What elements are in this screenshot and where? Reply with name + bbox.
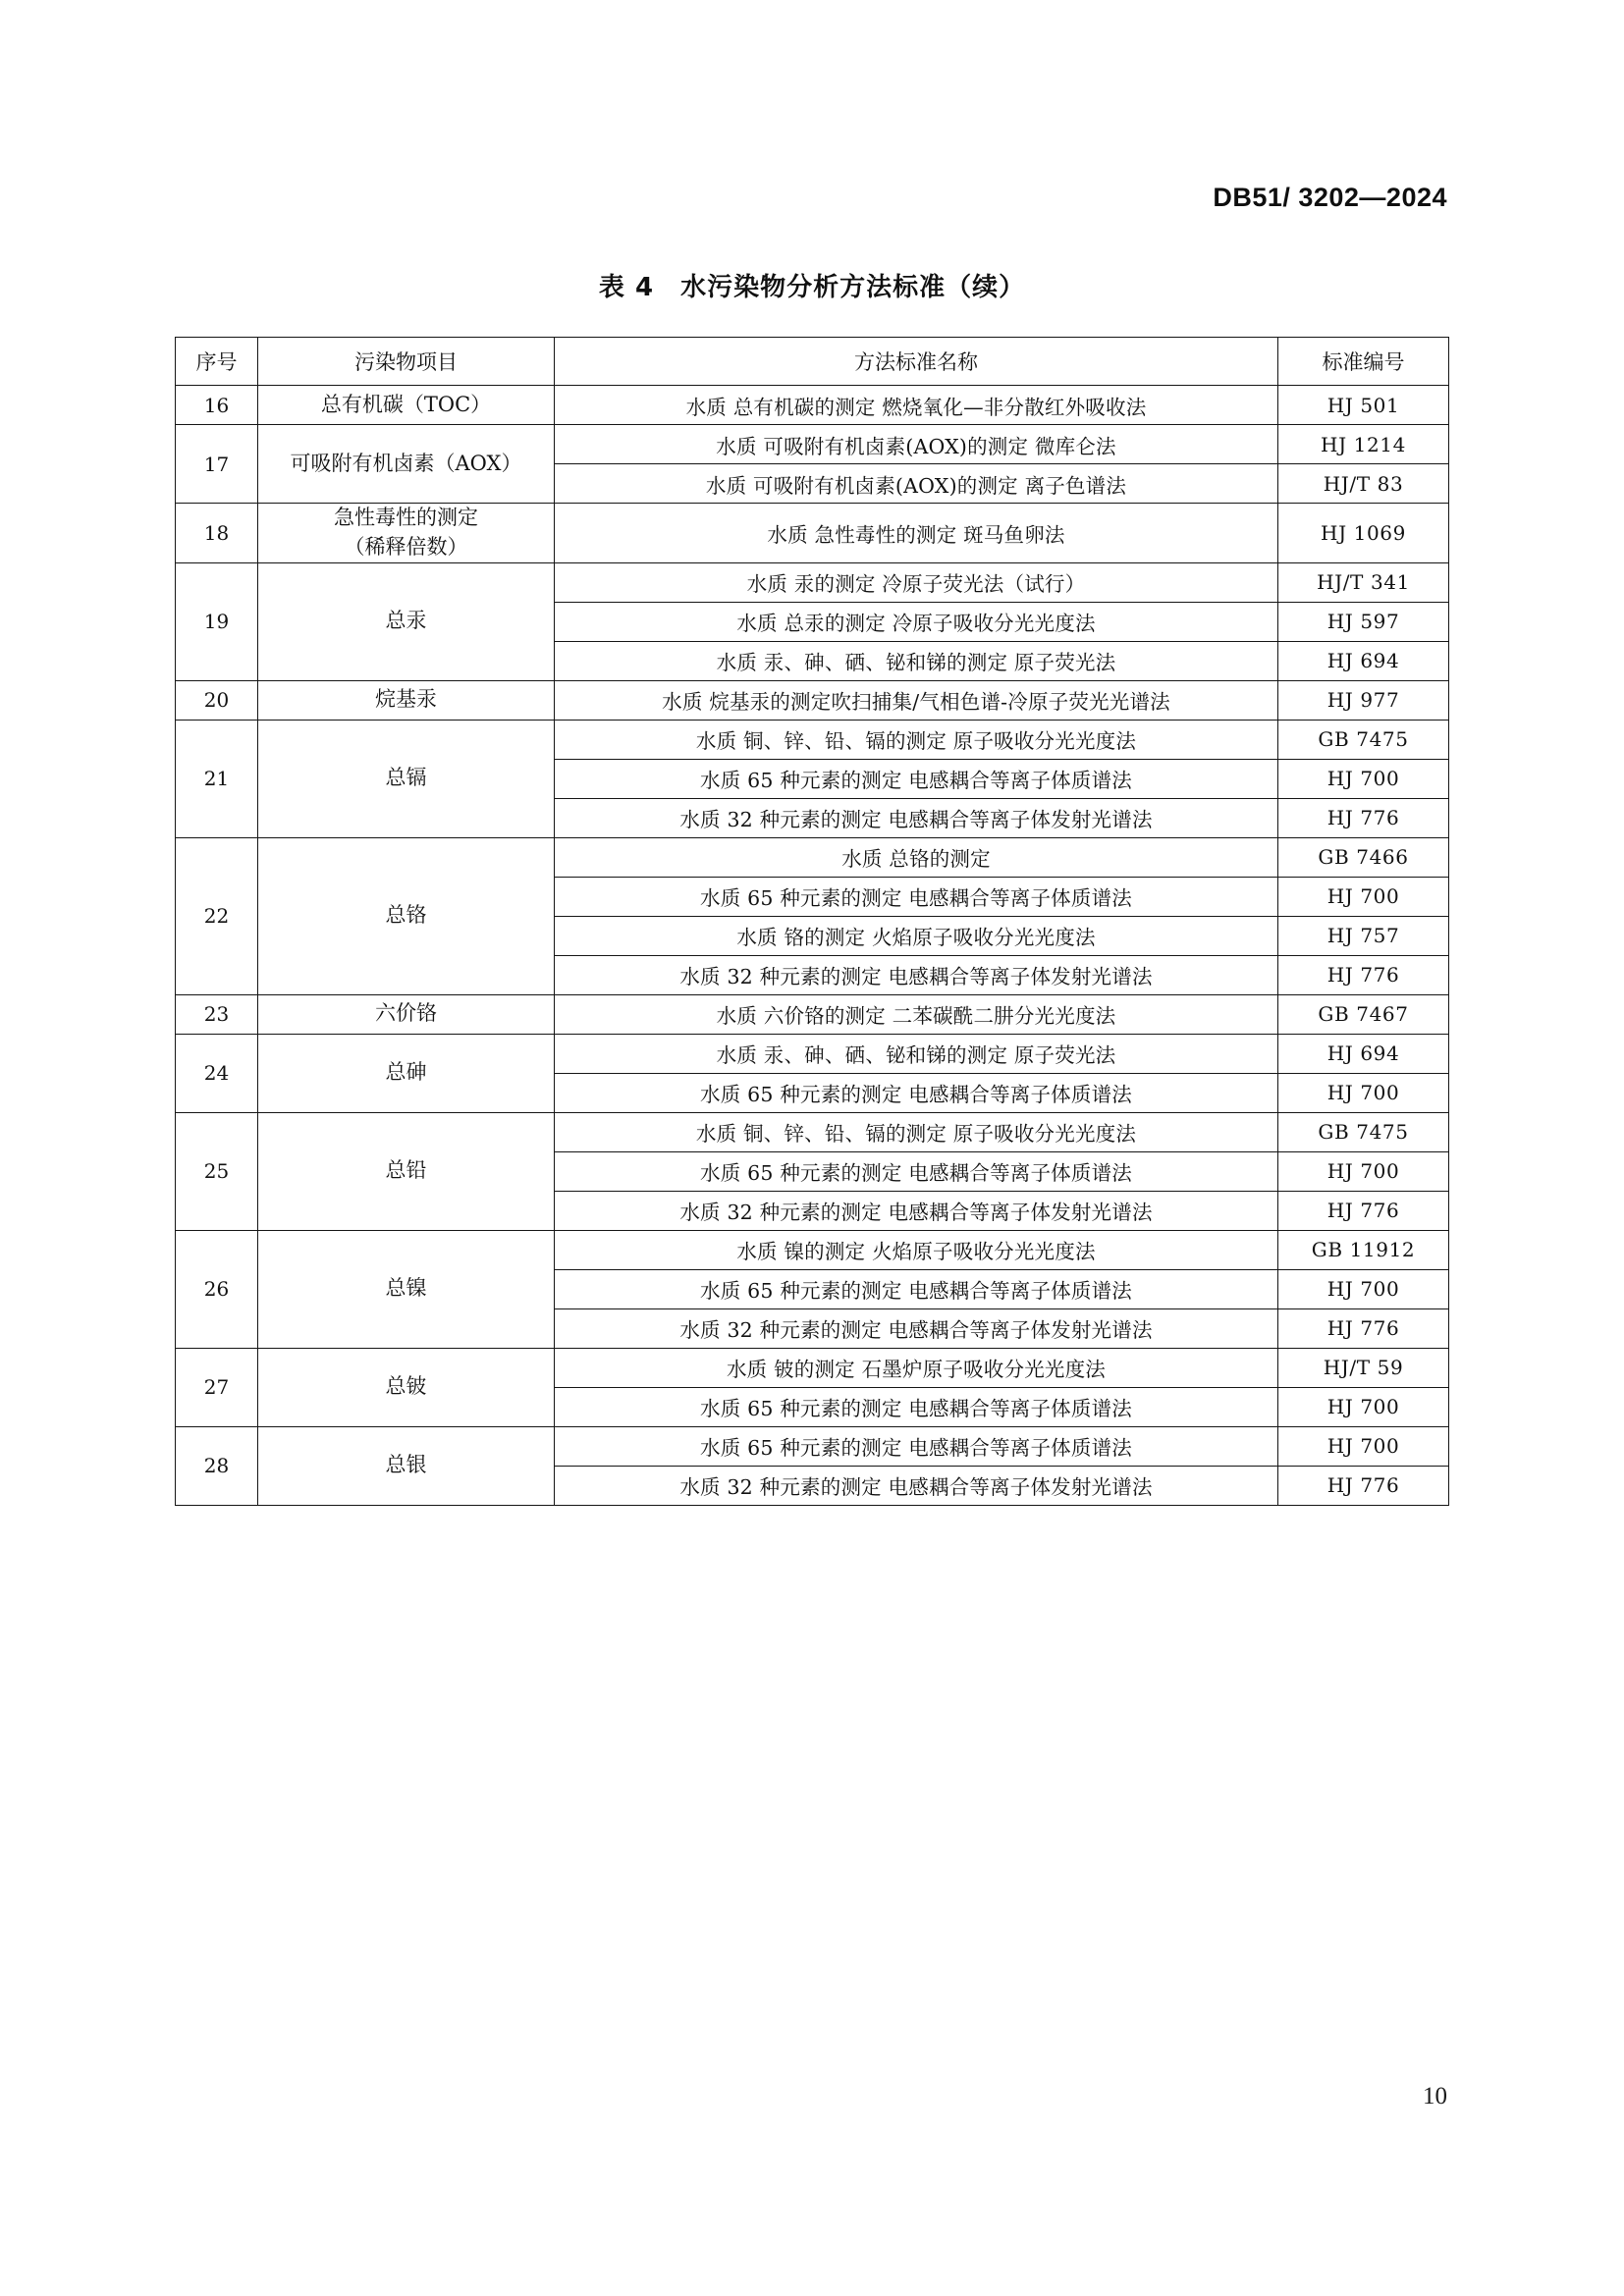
table-header-row (176, 338, 1449, 386)
page-number: 10 (1423, 2083, 1447, 2109)
standard-number: GB 11912 (1278, 1230, 1449, 1269)
standard-number: HJ 700 (1278, 1426, 1449, 1466)
method-standard-name: 水质 可吸附有机卤素(AOX)的测定 微库仑法 (555, 425, 1278, 464)
method-standard-name: 水质 65 种元素的测定 电感耦合等离子体质谱法 (555, 1151, 1278, 1191)
method-standard-name: 水质 65 种元素的测定 电感耦合等离子体质谱法 (555, 1269, 1278, 1308)
standard-number: HJ 700 (1278, 1387, 1449, 1426)
row-no: 18 (176, 504, 258, 563)
table-caption: 表 4 水污染物分析方法标准（续） (598, 273, 1026, 302)
row-no: 17 (176, 425, 258, 504)
row-pollutant-item: 总银 (258, 1426, 555, 1505)
row-no: 23 (176, 994, 258, 1034)
row-pollutant-item: 急性毒性的测定 （稀释倍数） (258, 504, 555, 563)
table-row (176, 1230, 1449, 1269)
method-standard-name: 水质 铬的测定 火焰原子吸收分光光度法 (555, 916, 1278, 955)
standard-number: HJ 776 (1278, 955, 1449, 994)
row-pollutant-item: 可吸附有机卤素（AOX） (258, 425, 555, 504)
table-row (176, 504, 1449, 563)
table-row (176, 1034, 1449, 1073)
table-row (176, 680, 1449, 720)
standard-number: HJ 1069 (1278, 504, 1449, 563)
water-pollutant-analysis-method-table (175, 337, 1449, 1506)
standard-number: HJ 700 (1278, 1073, 1449, 1112)
standard-number: HJ 700 (1278, 759, 1449, 798)
row-pollutant-item: 烷基汞 (258, 680, 555, 720)
standard-number: HJ 700 (1278, 877, 1449, 916)
method-standard-name: 水质 汞、砷、硒、铋和锑的测定 原子荧光法 (555, 641, 1278, 680)
table-row (176, 1348, 1449, 1387)
row-no: 19 (176, 562, 258, 680)
row-pollutant-item: 总有机碳（TOC） (258, 386, 555, 425)
method-standard-name: 水质 32 种元素的测定 电感耦合等离子体发射光谱法 (555, 1191, 1278, 1230)
standard-number: HJ/T 59 (1278, 1348, 1449, 1387)
row-no: 25 (176, 1112, 258, 1230)
method-standard-name: 水质 汞、砷、硒、铋和锑的测定 原子荧光法 (555, 1034, 1278, 1073)
method-standard-name: 水质 65 种元素的测定 电感耦合等离子体质谱法 (555, 759, 1278, 798)
standard-number: GB 7467 (1278, 994, 1449, 1034)
method-standard-name: 水质 65 种元素的测定 电感耦合等离子体质谱法 (555, 1387, 1278, 1426)
row-pollutant-item: 总镍 (258, 1230, 555, 1348)
method-standard-name: 水质 总汞的测定 冷原子吸收分光光度法 (555, 602, 1278, 641)
standard-number: GB 7466 (1278, 837, 1449, 877)
table-row (176, 1112, 1449, 1151)
standard-number: HJ 694 (1278, 641, 1449, 680)
method-standard-name: 水质 65 种元素的测定 电感耦合等离子体质谱法 (555, 877, 1278, 916)
table-row (176, 837, 1449, 877)
method-standard-name: 水质 总铬的测定 (555, 837, 1278, 877)
table-row (176, 425, 1449, 464)
table-row (176, 994, 1449, 1034)
row-pollutant-item: 总砷 (258, 1034, 555, 1112)
standard-number: GB 7475 (1278, 720, 1449, 759)
table-container (175, 337, 1448, 1506)
row-no: 20 (176, 680, 258, 720)
method-standard-name: 水质 32 种元素的测定 电感耦合等离子体发射光谱法 (555, 955, 1278, 994)
method-standard-name: 水质 65 种元素的测定 电感耦合等离子体质谱法 (555, 1426, 1278, 1466)
row-no: 16 (176, 386, 258, 425)
method-standard-name: 水质 镍的测定 火焰原子吸收分光光度法 (555, 1230, 1278, 1269)
row-pollutant-item: 总铅 (258, 1112, 555, 1230)
row-pollutant-item: 总铍 (258, 1348, 555, 1426)
standard-number: HJ 776 (1278, 1466, 1449, 1505)
row-no: 24 (176, 1034, 258, 1112)
table-body (176, 386, 1449, 1506)
standard-number: GB 7475 (1278, 1112, 1449, 1151)
standard-number: HJ/T 83 (1278, 464, 1449, 504)
row-no: 21 (176, 720, 258, 837)
column-header-no: 序号 (176, 338, 258, 386)
row-no: 27 (176, 1348, 258, 1426)
method-standard-name: 水质 铜、锌、铅、镉的测定 原子吸收分光光度法 (555, 720, 1278, 759)
method-standard-name: 水质 六价铬的测定 二苯碳酰二肼分光光度法 (555, 994, 1278, 1034)
row-pollutant-item: 总镉 (258, 720, 555, 837)
row-no: 26 (176, 1230, 258, 1348)
standard-number: HJ 501 (1278, 386, 1449, 425)
table-row (176, 386, 1449, 425)
column-header-standard-no: 标准编号 (1278, 338, 1449, 386)
method-standard-name: 水质 32 种元素的测定 电感耦合等离子体发射光谱法 (555, 798, 1278, 837)
standard-number: HJ 597 (1278, 602, 1449, 641)
row-pollutant-item: 六价铬 (258, 994, 555, 1034)
column-header-item: 污染物项目 (258, 338, 555, 386)
method-standard-name: 水质 铜、锌、铅、镉的测定 原子吸收分光光度法 (555, 1112, 1278, 1151)
standard-number: HJ 977 (1278, 680, 1449, 720)
method-standard-name: 水质 32 种元素的测定 电感耦合等离子体发射光谱法 (555, 1466, 1278, 1505)
method-standard-name: 水质 可吸附有机卤素(AOX)的测定 离子色谱法 (555, 464, 1278, 504)
table-row (176, 1426, 1449, 1466)
column-header-method-name: 方法标准名称 (555, 338, 1278, 386)
page-header-standard-code: DB51/ 3202—2024 (1213, 183, 1447, 212)
standard-number: HJ 776 (1278, 1191, 1449, 1230)
standard-number: HJ/T 341 (1278, 562, 1449, 602)
standard-number: HJ 700 (1278, 1151, 1449, 1191)
standard-number: HJ 757 (1278, 916, 1449, 955)
standard-number: HJ 694 (1278, 1034, 1449, 1073)
row-no: 28 (176, 1426, 258, 1505)
method-standard-name: 水质 急性毒性的测定 斑马鱼卵法 (555, 504, 1278, 563)
method-standard-name: 水质 铍的测定 石墨炉原子吸收分光光度法 (555, 1348, 1278, 1387)
standard-number: HJ 1214 (1278, 425, 1449, 464)
method-standard-name: 水质 65 种元素的测定 电感耦合等离子体质谱法 (555, 1073, 1278, 1112)
table-row (176, 720, 1449, 759)
row-no: 22 (176, 837, 258, 994)
standard-number: HJ 700 (1278, 1269, 1449, 1308)
method-standard-name: 水质 总有机碳的测定 燃烧氧化—非分散红外吸收法 (555, 386, 1278, 425)
row-pollutant-item: 总铬 (258, 837, 555, 994)
table-row (176, 562, 1449, 602)
table-header (176, 338, 1449, 386)
method-standard-name: 水质 32 种元素的测定 电感耦合等离子体发射光谱法 (555, 1308, 1278, 1348)
row-pollutant-item: 总汞 (258, 562, 555, 680)
standard-number: HJ 776 (1278, 798, 1449, 837)
method-standard-name: 水质 烷基汞的测定吹扫捕集/气相色谱-冷原子荧光光谱法 (555, 680, 1278, 720)
method-standard-name: 水质 汞的测定 冷原子荧光法（试行） (555, 562, 1278, 602)
standard-number: HJ 776 (1278, 1308, 1449, 1348)
